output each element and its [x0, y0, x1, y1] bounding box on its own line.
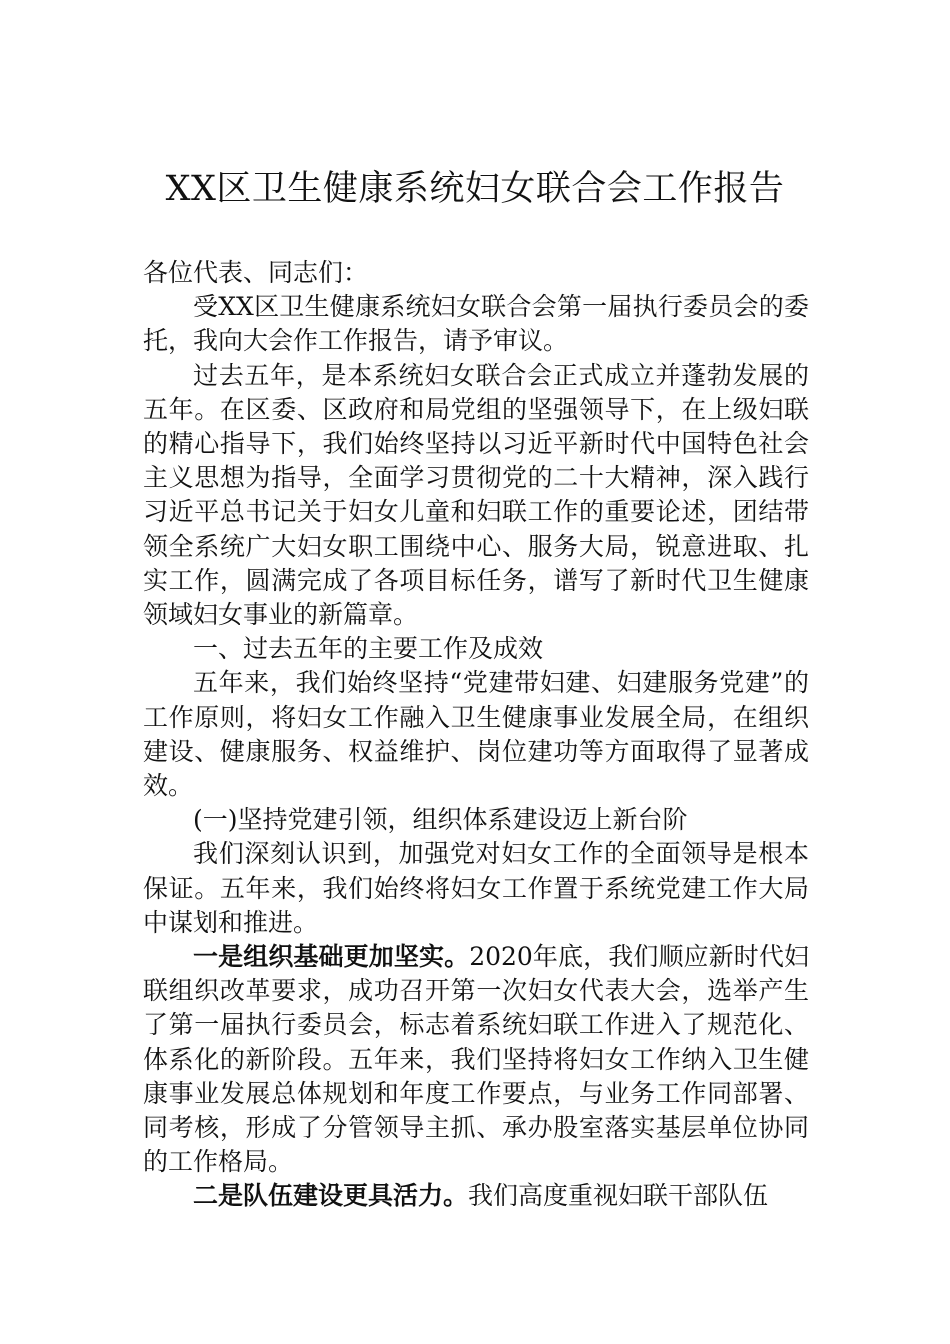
- section-heading-main-work: 一、过去五年的主要工作及成效: [193, 634, 544, 664]
- paragraph-entrustment: 受XX区卫生健康系统妇女联合会第一届执行委员会的委托，我向大会作工作报告，请予审议。: [143, 292, 809, 356]
- lead-phrase: 二是队伍建设更具活力。: [193, 1181, 469, 1211]
- subsection-heading-party-building: (一)坚持党建引领，组织体系建设迈上新台阶: [193, 805, 688, 835]
- paragraph-organization-foundation: [143, 940, 809, 1179]
- lead-phrase: 一是组织基础更加坚实。: [193, 942, 470, 972]
- paragraph-overview: 过去五年，是本系统妇女联合会正式成立并蓬勃发展的五年。在区委、区政府和局党组的坚强领导下，在上级妇联的精心指导下，我们始终坚持以习近平新时代中国特色社会主义思想为指导，全面学习贯彻党的二十大精神，深入践行习近平总书记关于妇女儿童和妇联工作的重要论述，团结带领全系统广大妇女职工围绕中心、服务大局，锐意进取、扎实工作，圆满完成了各项目标任务，谱写了新时代卫生健康领域妇女事业的新篇章。: [143, 360, 809, 630]
- paragraph-principles: 五年来，我们始终坚持“党建带妇建、妇建服务党建”的工作原则，将妇女工作融入卫生健康事业发展全局，在组织建设、健康服务、权益维护、岗位建功等方面取得了显著成效。: [143, 668, 809, 801]
- paragraph-team-building: [143, 1179, 809, 1213]
- document-title: XX区卫生健康系统妇女联合会工作报告: [165, 169, 785, 209]
- paragraph-text: 2020年底，我们顺应新时代妇联组织改革要求，成功召开第一次妇女代表大会，选举产生了第一届执行委员会，标志着系统妇联工作进入了规范化、体系化的新阶段。五年来，我们坚持将妇女工作纳入卫生健康事业发展总体规划和年度工作要点，与业务工作同部署、同考核，形成了分管领导主抓、承办股室落实基层单位协同的工作格局。: [143, 942, 809, 1177]
- paragraph-party-leadership: 我们深刻认识到，加强党对妇女工作的全面领导是根本保证。五年来，我们始终将妇女工作置于系统党建工作大局中谋划和推进。: [143, 839, 809, 937]
- document-body: [143, 256, 809, 1214]
- paragraph-text: 我们高度重视妇联干部队伍: [468, 1181, 769, 1211]
- salutation: 各位代表、同志们：: [143, 258, 369, 287]
